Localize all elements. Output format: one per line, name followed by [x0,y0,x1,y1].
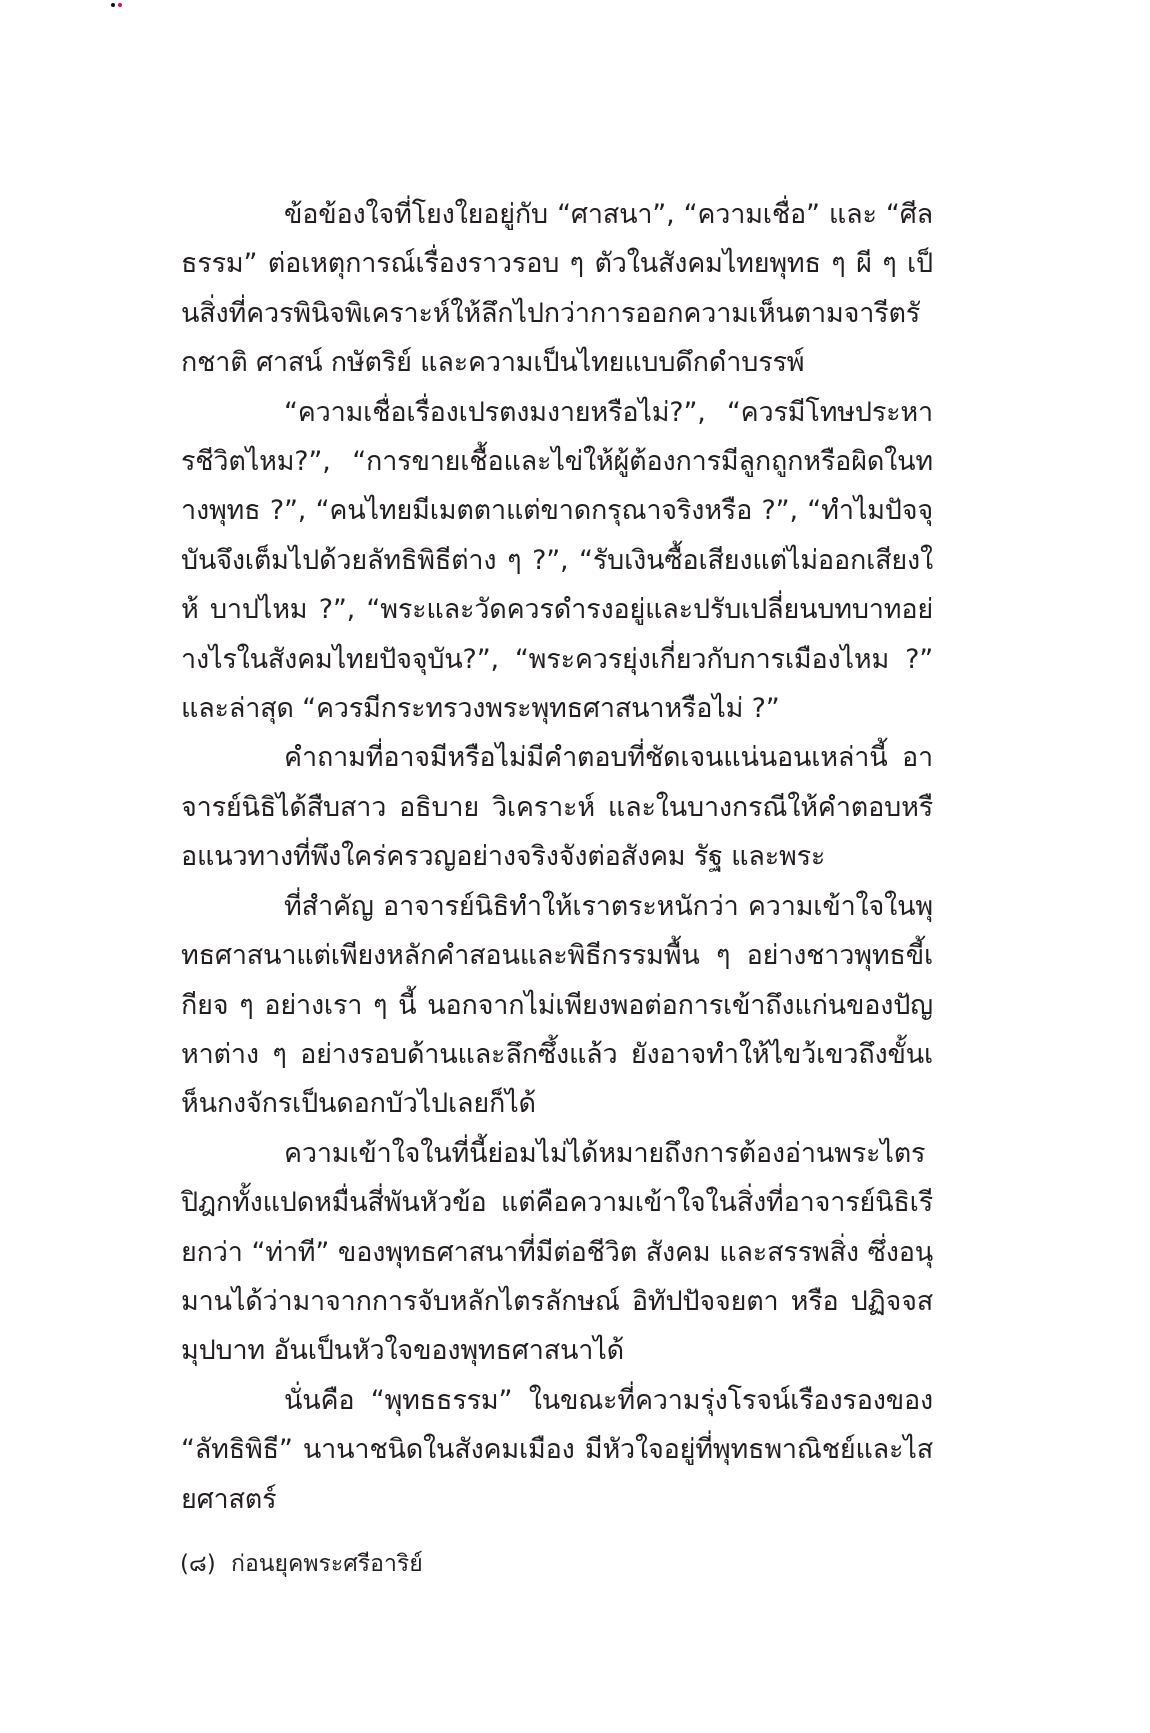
paragraph: นั่นคือ “พุทธธรรม” ในขณะที่ความรุ่งโรจน์เรืองรองของ “ลัทธิพิธี” นานาชนิดในสังคมเมือง มีหัวใจอยู่ที่พุทธพาณิชย์และไสยศาสตร์ [181,1384,933,1515]
paragraph: คำถามที่อาจมีหรือไม่มีคำตอบที่ชัดเจนแน่นอนเหล่านี้ อาจารย์นิธิได้สืบสาว อธิบาย วิเคราะห์ และในบางกรณีให้คำตอบหรือแนวทางที่พึงใคร่ครวญอย่างจริงจังต่อสังคม รัฐ และพระ [181,742,933,873]
paragraph: ความเข้าใจในที่นี้ย่อมไม่ได้หมายถึงการต้องอ่านพระไตรปิฎกทั้งแปดหมื่นสี่พันหัวข้อ แต่คือความเข้าใจในสิ่งที่อาจารย์นิธิเรียกว่า “ท่าที” ของพุทธศาสนาที่มีต่อชีวิต สังคม และสรรพสิ่ง ซึ่งอนุมานได้ว่ามาจากการจับหลักไตรลักษณ์ อิทัปปัจจยตา หรือ ปฏิจจสมุปบาท อันเป็นหัวใจของพุทธศาสนาได้ [181,1137,933,1367]
page-footer [180,1549,423,1579]
black-dot-icon [111,3,115,7]
page-number: (๘) [180,1551,216,1577]
paragraph: ที่สำคัญ อาจารย์นิธิทำให้เราตระหนักว่า ความเข้าใจในพุทธศาสนาแต่เพียงหลักคำสอนและพิธีกรรมพื้น ๆ อย่างชาวพุทธขี้เกียจ ๆ อย่างเรา ๆ นี้ นอกจากไม่เพียงพอต่อการเข้าถึงแก่นของปัญหาต่าง ๆ อย่างรอบด้านและลึกซึ้งแล้ว ยังอาจทำให้ไขว้เขวถึงขั้นเห็นกงจักรเป็นดอกบัวไปเลยก็ได้ [181,890,933,1120]
book-title: ก่อนยุคพระศรีอาริย์ [231,1551,423,1577]
body-text [181,190,933,1524]
paragraph: “ความเชื่อเรื่องเปรตงมงายหรือไม่?”, “ควรมีโทษประหารชีวิตไหม?”, “การขายเชื้อและไข่ให้ผู้ต้องการมีลูกถูกหรือผิดในทางพุทธ ?”, “คนไทยมีเมตตาแต่ขาดกรุณาจริงหรือ ?”, “ทำไมปัจจุบันจึงเต็มไปด้วยลัทธิพิธีต่าง ๆ ?”, “รับเงินซื้อเสียงแต่ไม่ออกเสียงให้ บาปไหม ?”, “พระและวัดควรดำรงอยู่และปรับเปลี่ยนบทบาทอย่างไรในสังคมไทยปัจจุบัน?”, “พระควรยุ่งเกี่ยวกับการเมืองไหม ?” และล่าสุด “ควรมีกระทรวงพระพุทธศาสนาหรือไม่ ?” [181,396,933,725]
paragraph: ข้อข้องใจที่โยงใยอยู่กับ “ศาสนา”, “ความเชื่อ” และ “ศีลธรรม” ต่อเหตุการณ์เรื่องราวรอบ ๆ ตัวในสังคมไทยพุทธ ๆ ผี ๆ เป็นสิ่งที่ควรพินิจพิเคราะห์ให้ลึกไปกว่าการออกความเห็นตามจารีตรักชาติ ศาสน์ กษัตริย์ และความเป็นไทยแบบดึกดำบรรพ์ [181,199,933,379]
registration-dots [111,3,122,7]
magenta-dot-icon [118,3,122,7]
